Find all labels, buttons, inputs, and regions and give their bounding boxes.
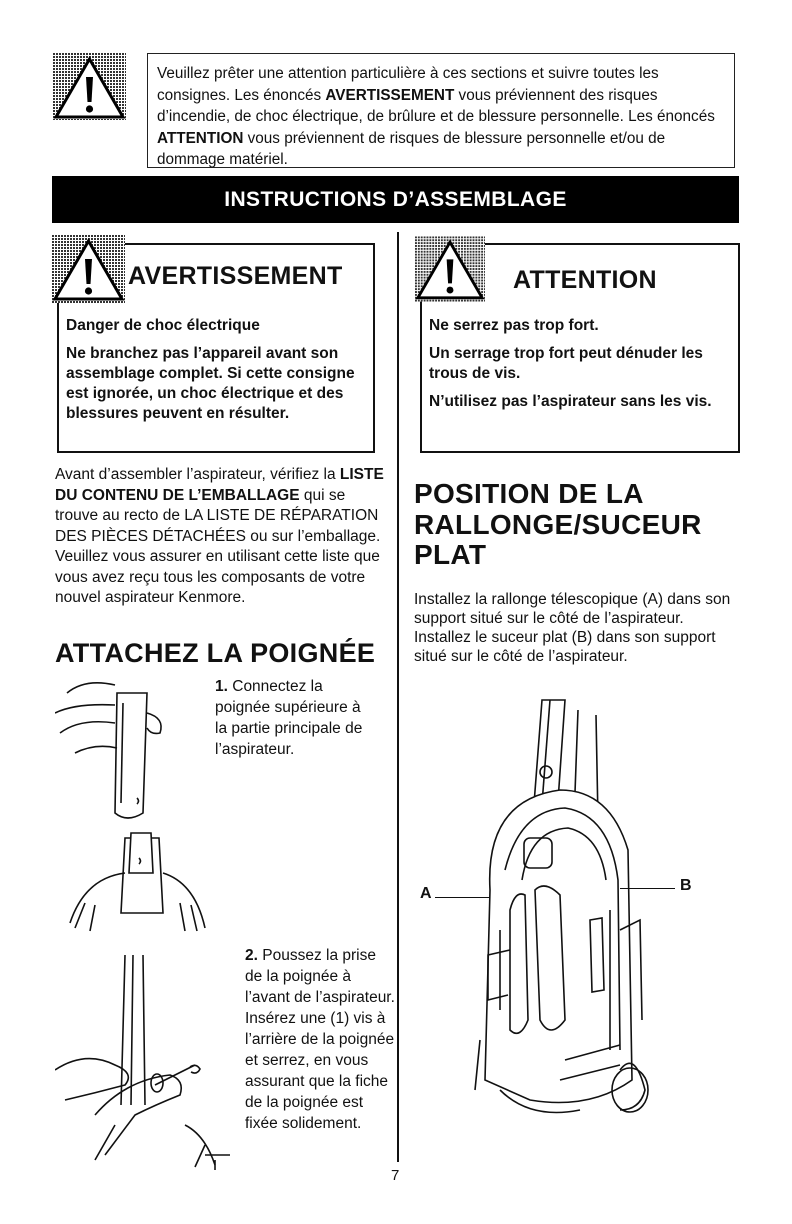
warning-title: AVERTISSEMENT	[128, 262, 343, 290]
warning-text: Danger de choc électrique Ne branchez pas l’appareil avant son assemblage complet. Si cette consigne est ignorée, un choc électrique et des blessures peuvent en résulter.	[66, 317, 355, 422]
caution-triangle-icon	[415, 235, 485, 303]
step-2-text: 2. Poussez la prise de la poignée à l’avant de l’aspirateur. Insérez une (1) vis à l’arrière de la poignée et serrez, en vous assurant que la fiche de la poignée est fixée solidement.	[245, 947, 395, 1132]
safety-notice: Veuillez prêter une attention particulière à ces sections et suivre toutes les consignes. Les énoncés AVERTISSEMENT vous préviennent des risques d’incendie, de choc électrique, de brûlure et de blessure personnelle. Les énoncés ATTENTION vous préviennent de risques de blessure personnelle et/ou de dommage matériel.	[147, 53, 735, 168]
callout-a-label: A	[420, 885, 432, 902]
callout-b-line	[620, 888, 675, 889]
page-number: 7	[391, 1167, 400, 1184]
caution-text: Ne serrez pas trop fort. Un serrage trop fort peut dénuder les trous de vis. N’utilisez pas l’aspirateur sans les vis.	[429, 317, 712, 410]
position-paragraph: Installez la rallonge télescopique (A) dans son support situé sur le côté de l’aspirateur. Installez le suceur plat (B) dans son support situé sur le côté de l’aspirateur.	[414, 591, 731, 665]
column-divider	[397, 232, 399, 1162]
callout-a-line	[435, 897, 490, 898]
position-heading: POSITION DE LA RALLONGE/SUCEUR PLAT	[414, 478, 702, 570]
vacuum-illustration	[470, 690, 710, 1120]
step-1-text: 1. Connectez la poignée supérieure à la partie principale de l’aspirateur.	[215, 678, 363, 758]
intro-paragraph: Avant d’assembler l’aspirateur, vérifiez la LISTE DU CONTENU DE L’EMBALLAGE qui se trouve au recto de LA LISTE DE RÉPARATION DES PIÈCES DÉTACHÉES ou sur l’emballage. Veuillez vous assurer en utilisant cette liste que vous avez reçu tous les composants de votre nouvel aspirateur Kenmore.	[55, 466, 384, 606]
section-banner: INSTRUCTIONS D’ASSEMBLAGE	[52, 176, 739, 223]
caution-title: ATTENTION	[513, 266, 657, 294]
handle-heading: ATTACHEZ LA POIGNÉE	[55, 638, 376, 668]
callout-b-label: B	[680, 877, 692, 894]
handle-attach-illustration	[55, 673, 215, 933]
warning-triangle-icon	[52, 235, 125, 303]
warning-triangle-icon	[53, 53, 126, 120]
handle-screw-illustration	[55, 955, 235, 1170]
